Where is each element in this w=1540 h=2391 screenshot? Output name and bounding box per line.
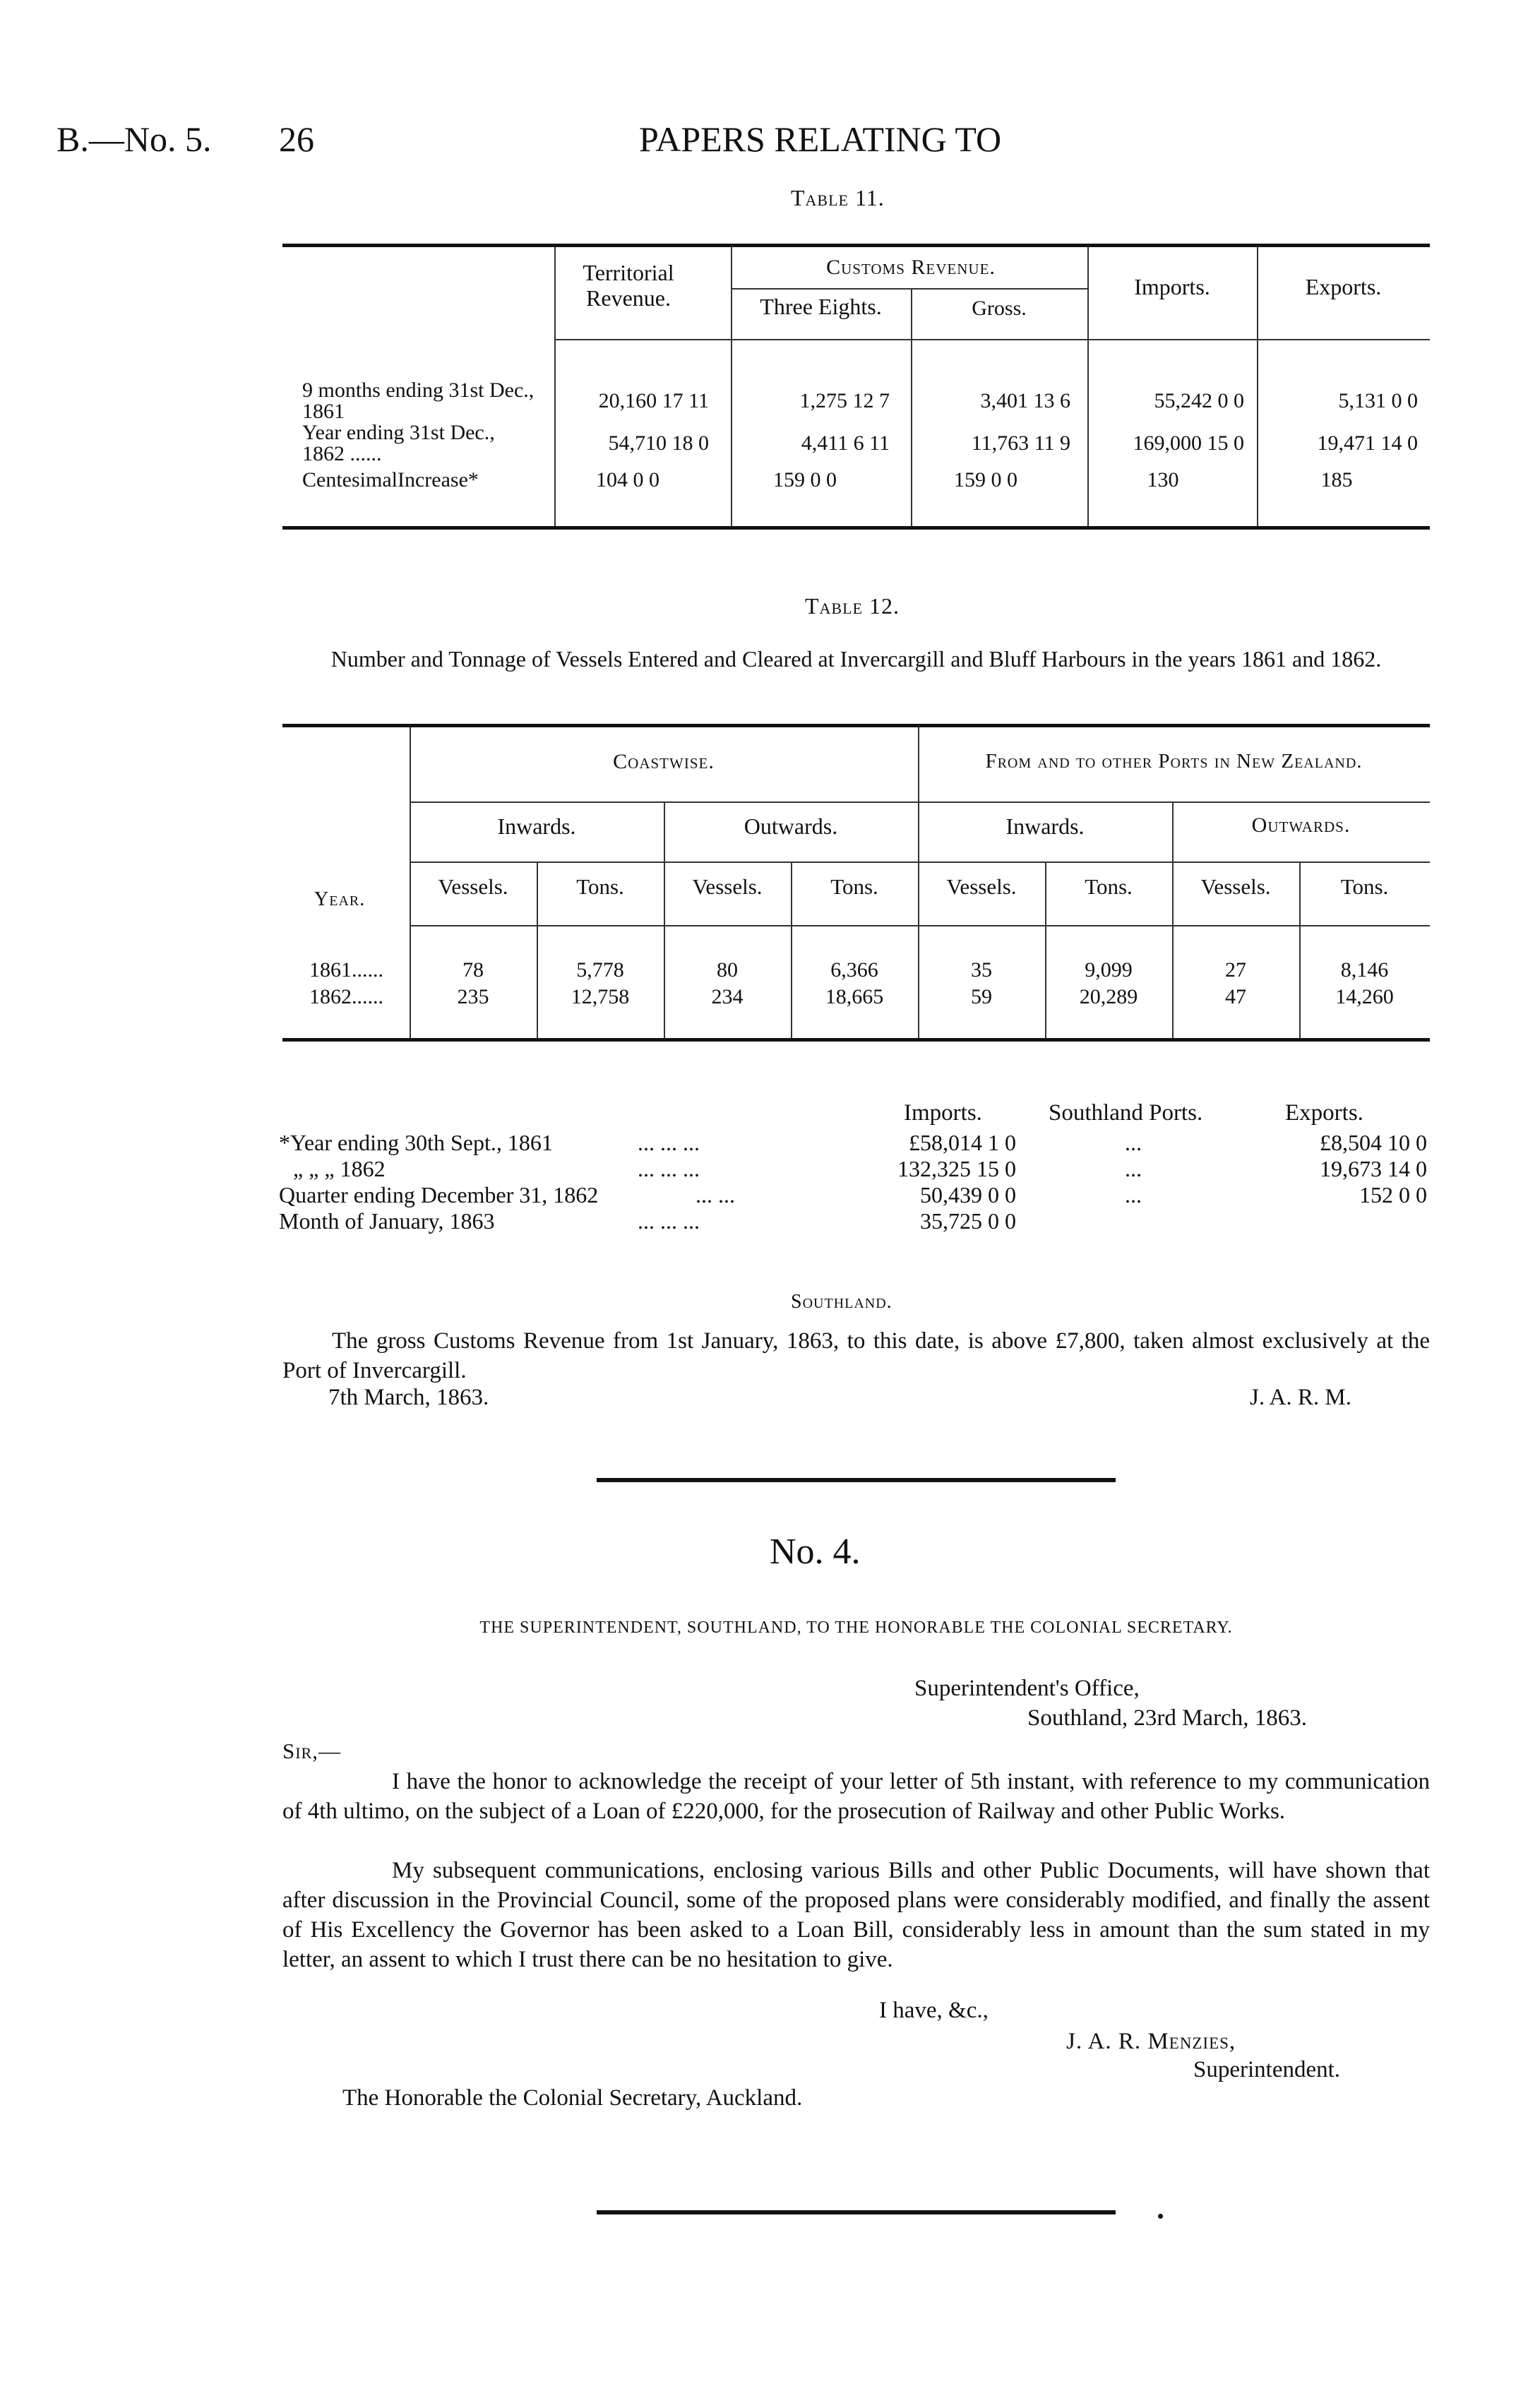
table11-title: Table 11. — [791, 185, 885, 210]
trade-col-imports: Imports. — [904, 1100, 982, 1126]
table12-col-year: Year. — [314, 888, 366, 910]
page-number: 26 — [279, 119, 314, 159]
table11-bottom-rule — [282, 526, 1430, 530]
table12-bottom-rule — [282, 1038, 1430, 1042]
page-title: PAPERS RELATING TO — [639, 119, 1002, 159]
southland-heading: Southland. — [791, 1291, 893, 1313]
table11-col-territorial: Territorial Revenue. — [583, 260, 674, 311]
letter-paragraph-1: I have the honor to acknowledge the receipt of your letter of 5th instant, with reference to my communication of 4th ultimo, on the subject of a Loan of £220,000, for the prosecution of Railway and other Public Works. — [282, 1769, 1430, 1824]
trade-col-exports: Exports. — [1285, 1100, 1363, 1126]
page-reference: B.—No. 5. — [56, 119, 212, 159]
table-row: Month of January, 1863 ... ... ... 35,725 0 0 — [279, 1208, 1016, 1234]
letter-paragraph-2: My subsequent communications, enclosing various Bills and other Public Documents, will have shown that after discussion in the Provincial Council, some of the proposed plans were considerably modified, and finally the assent of His Excellency the Governor has been asked to a Loan Bill, considerably less in amount than the sum stated in my letter, an assent to which I trust there can be no hesitation to give. — [282, 1858, 1430, 1972]
letter-heading: THE SUPERINTENDENT, SOUTHLAND, TO THE HONORABLE THE COLONIAL SECRETARY. — [479, 1618, 1233, 1637]
table11-col-exports: Exports. — [1305, 274, 1382, 299]
letter-address-2: Southland, 23rd March, 1863. — [1027, 1705, 1307, 1731]
letter-salutation: Sir,— — [282, 1739, 341, 1763]
table-row: Year ending 31st Dec., 1862 ...... 54,710 18 0 4,411 6 11 11,763 11 9 169,000 15 0 19,471 14 0 — [302, 421, 1418, 465]
letter-address-1: Superintendent's Office, — [914, 1676, 1140, 1701]
table-row: 1862...... 235 12,758 234 18,665 59 20,289 47 14,260 — [309, 985, 1394, 1008]
table-row: *Year ending 30th Sept., 1861 ... ... ... £58,014 1 0 ... £8,504 10 0 — [279, 1130, 1427, 1155]
southland-initials: J. A. R. M. — [1250, 1385, 1351, 1410]
letter-addressee: The Honorable the Colonial Secretary, Auckland. — [342, 2085, 803, 2111]
table12-top-rule — [282, 724, 1430, 727]
table11-body — [297, 380, 1423, 496]
table12-col-coastwise: Coastwise. — [613, 750, 715, 773]
table-row: „ „ „ 1862 ... ... ... 132,325 15 0 ... 19,673 14 0 — [293, 1156, 1427, 1181]
table-row: 9 months ending 31st Dec., 1861 20,160 17 11 1,275 12 7 3,401 13 6 55,242 0 0 5,131 0 0 — [297, 380, 1423, 422]
page-end-divider — [597, 2210, 1116, 2214]
southland-text: The gross Customs Revenue from 1st January, 1863, to this date, is above £7,800, taken almost exclusively at the Port of Invercargill. — [282, 1328, 1430, 1383]
table-row: Quarter ending December 31, 1862 ... ... 50,439 0 0 ... 152 0 0 — [279, 1182, 1427, 1208]
letter-signature-title: Superintendent. — [1193, 2057, 1341, 2082]
table-row: CentesimalIncrease* 104 0 0 159 0 0 159 0 0 130 185 — [302, 468, 1353, 491]
table11-col-customs: Customs Revenue. — [826, 256, 996, 279]
table11-col-imports: Imports. — [1134, 274, 1210, 299]
letter-signature: J. A. R. Menzies, — [1066, 2029, 1236, 2054]
table12-title: Table 12. — [805, 593, 900, 619]
letter-number: No. 4. — [770, 1532, 861, 1572]
trade-table — [279, 1130, 1433, 1234]
section-divider — [597, 1478, 1116, 1482]
letter-closing: I have, &c., — [879, 1998, 989, 2023]
table12-caption: Number and Tonnage of Vessels Entered and Cleared at Invercargill and Bluff Harbours in the years 1861 and 1862. — [330, 646, 1382, 672]
table11-col-three-eights: Three Eights. — [760, 294, 882, 319]
southland-date: 7th March, 1863. — [328, 1385, 489, 1410]
table11-col-gross: Gross. — [972, 297, 1027, 320]
row-label: 9 months ending 31st Dec., 1861 — [302, 378, 535, 423]
table-row: 1861...... 78 5,778 80 6,366 35 9,099 27 8,146 — [309, 958, 1389, 982]
ink-dot — [1158, 2214, 1163, 2219]
table12-col-other-ports: From and to other Ports in New Zealand. — [985, 750, 1363, 773]
table12-body — [304, 957, 1430, 1010]
trade-col-southland: Southland Ports. — [1049, 1100, 1203, 1126]
